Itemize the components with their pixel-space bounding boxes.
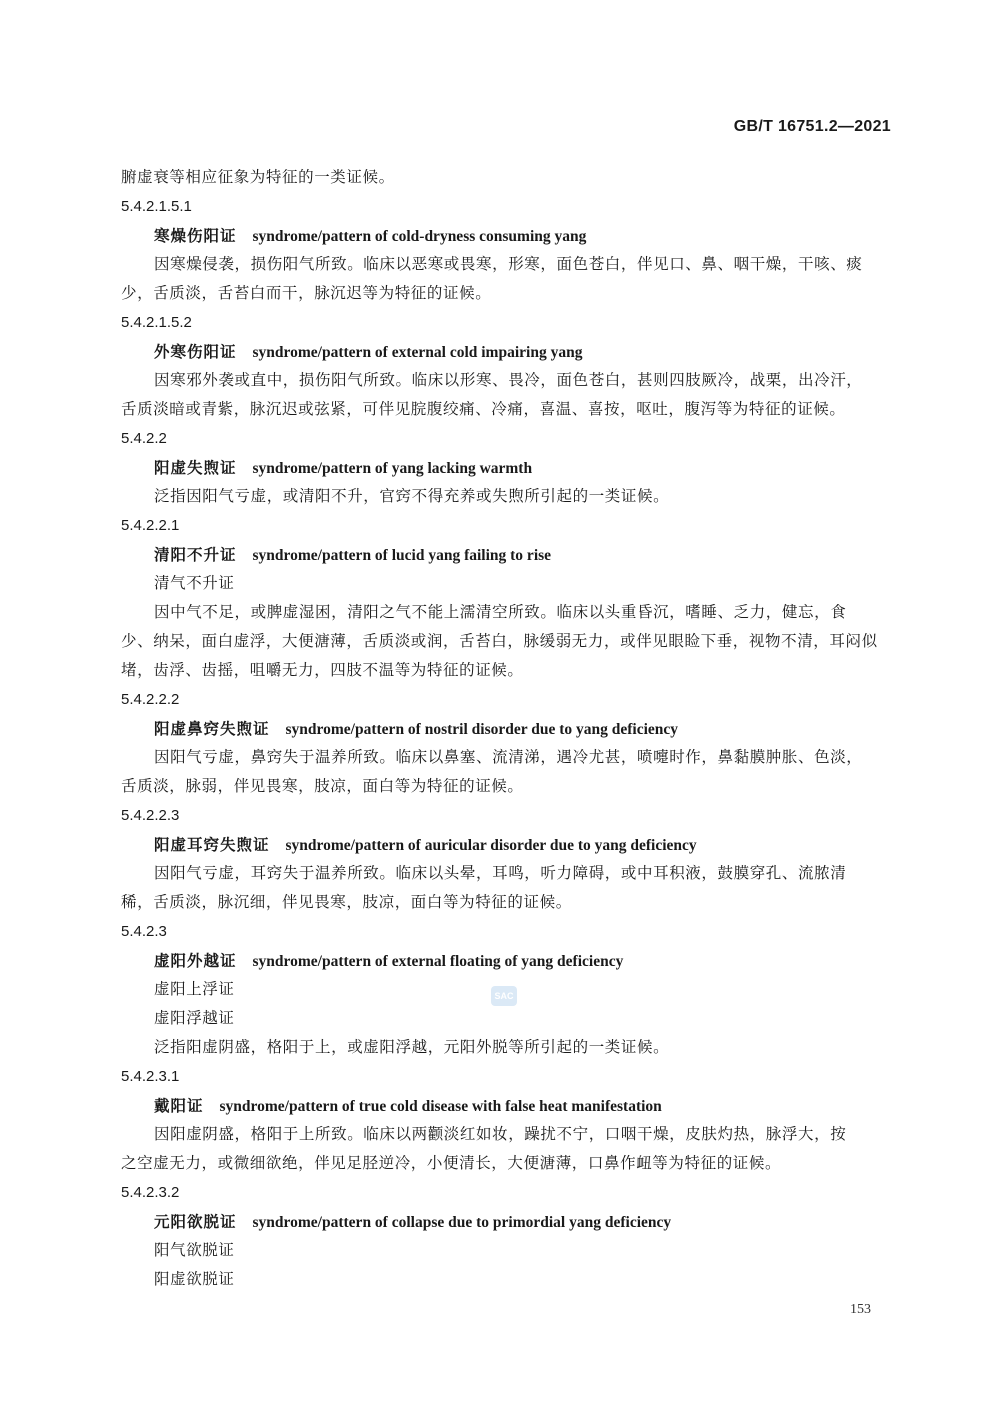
clause-number: 5.4.2.2.1 bbox=[121, 517, 180, 534]
synonym-term: 虚阳上浮证 bbox=[154, 980, 235, 998]
term-english: syndrome/pattern of collapse due to primordial yang deficiency bbox=[252, 1214, 672, 1231]
term-english: syndrome/pattern of cold-dryness consuming yang bbox=[252, 228, 587, 245]
term-heading bbox=[121, 830, 893, 859]
definition-line: 之空虚无力，或微细欲绝，伴见足胫逆冷，小便清长，大便溏薄，口鼻作衄等为特征的证候。 bbox=[121, 1154, 782, 1172]
term-english: syndrome/pattern of yang lacking warmth bbox=[252, 460, 533, 477]
term-heading bbox=[121, 221, 893, 250]
synonym-term: 虚阳浮越证 bbox=[154, 1009, 235, 1027]
definition-line: 因寒燥侵袭，损伤阳气所致。临床以恶寒或畏寒，形寒，面色苍白，伴见口、鼻、咽干燥，干咳、痰 bbox=[154, 255, 863, 273]
definition-line: 因阳气亏虚，耳窍失于温养所致。临床以头晕，耳鸣，听力障碍，或中耳积液，鼓膜穿孔、流脓清 bbox=[154, 864, 847, 882]
term-english: syndrome/pattern of external floating of yang deficiency bbox=[252, 953, 624, 970]
definition-line: 泛指因阳气亏虚，或清阳不升，官窍不得充养或失煦所引起的一类证候。 bbox=[154, 487, 670, 505]
term-heading bbox=[121, 1207, 893, 1236]
term-english: syndrome/pattern of nostril disorder due to yang deficiency bbox=[285, 721, 679, 738]
clause-number: 5.4.2.2 bbox=[121, 430, 167, 447]
synonym-term: 阳气欲脱证 bbox=[154, 1241, 235, 1259]
definition-line: 因中气不足，或脾虚湿困，清阳之气不能上濡清空所致。临床以头重昏沉，嗜睡、乏力，健忘，食 bbox=[154, 603, 847, 621]
term-english: syndrome/pattern of auricular disorder due to yang deficiency bbox=[285, 837, 697, 854]
clause-number: 5.4.2.2.2 bbox=[121, 691, 180, 708]
term-chinese: 外寒伤阳证 bbox=[154, 343, 237, 361]
term-english: syndrome/pattern of true cold disease with false heat manifestation bbox=[219, 1098, 662, 1115]
term-chinese: 阳虚耳窍失煦证 bbox=[154, 836, 270, 854]
definition-line: 少，舌质淡，舌苔白而干，脉沉迟等为特征的证候。 bbox=[121, 284, 492, 302]
term-heading bbox=[121, 540, 893, 569]
standard-code: GB/T 16751.2—2021 bbox=[733, 118, 891, 135]
definition-line: 泛指阳虚阴盛，格阳于上，或虚阳浮越，元阳外脱等所引起的一类证候。 bbox=[154, 1038, 670, 1056]
term-heading bbox=[121, 946, 893, 975]
synonym-term: 阳虚欲脱证 bbox=[154, 1270, 235, 1288]
term-chinese: 寒燥伤阳证 bbox=[154, 227, 237, 245]
definition-line: 因阳气亏虚，鼻窍失于温养所致。临床以鼻塞、流清涕，遇冷尤甚，喷嚏时作，鼻黏膜肿胀、色淡， bbox=[154, 748, 863, 766]
clause-number: 5.4.2.3.1 bbox=[121, 1068, 180, 1085]
term-english: syndrome/pattern of external cold impairing yang bbox=[252, 344, 583, 361]
term-heading bbox=[121, 1091, 893, 1120]
paragraph-continuation: 腑虚衰等相应征象为特征的一类证候。 bbox=[121, 168, 395, 186]
definition-line: 舌质淡，脉弱，伴见畏寒，肢凉，面白等为特征的证候。 bbox=[121, 777, 524, 795]
page-number: 153 bbox=[850, 1302, 871, 1317]
synonym-term: 清气不升证 bbox=[154, 574, 235, 592]
term-heading bbox=[121, 714, 893, 743]
term-chinese: 戴阳证 bbox=[154, 1097, 204, 1115]
term-chinese: 阳虚失煦证 bbox=[154, 459, 237, 477]
term-heading bbox=[121, 453, 893, 482]
definition-line: 因寒邪外袭或直中，损伤阳气所致。临床以形寒、畏冷，面色苍白，甚则四肢厥冷，战栗，出冷汗， bbox=[154, 371, 863, 389]
term-chinese: 清阳不升证 bbox=[154, 546, 237, 564]
term-heading bbox=[121, 337, 893, 366]
term-chinese: 元阳欲脱证 bbox=[154, 1213, 237, 1231]
term-chinese: 阳虚鼻窍失煦证 bbox=[154, 720, 270, 738]
clause-number: 5.4.2.3.2 bbox=[121, 1184, 180, 1201]
term-english: syndrome/pattern of lucid yang failing to rise bbox=[252, 547, 552, 564]
definition-line: 稀，舌质淡，脉沉细，伴见畏寒，肢凉，面白等为特征的证候。 bbox=[121, 893, 572, 911]
clause-number: 5.4.2.1.5.2 bbox=[121, 314, 192, 331]
definition-line: 少、纳呆，面白虚浮，大便溏薄，舌质淡或润，舌苔白，脉缓弱无力，或伴见眼睑下垂，视物不清，耳闷似 bbox=[121, 632, 878, 650]
clause-number: 5.4.2.1.5.1 bbox=[121, 198, 192, 215]
sac-watermark-logo: SAC bbox=[491, 986, 517, 1006]
page-body bbox=[121, 163, 893, 1294]
definition-line: 舌质淡暗或青紫，脉沉迟或弦紧，可伴见脘腹绞痛、冷痛，喜温、喜按，呕吐，腹泻等为特征的证候。 bbox=[121, 400, 846, 418]
definition-line: 堵，齿浮、齿摇，咀嚼无力，四肢不温等为特征的证候。 bbox=[121, 661, 524, 679]
clause-number: 5.4.2.3 bbox=[121, 923, 167, 940]
definition-line: 因阳虚阴盛，格阳于上所致。临床以两颧淡红如妆，躁扰不宁，口咽干燥，皮肤灼热，脉浮大，按 bbox=[154, 1125, 847, 1143]
term-chinese: 虚阳外越证 bbox=[154, 952, 237, 970]
clause-number: 5.4.2.2.3 bbox=[121, 807, 180, 824]
